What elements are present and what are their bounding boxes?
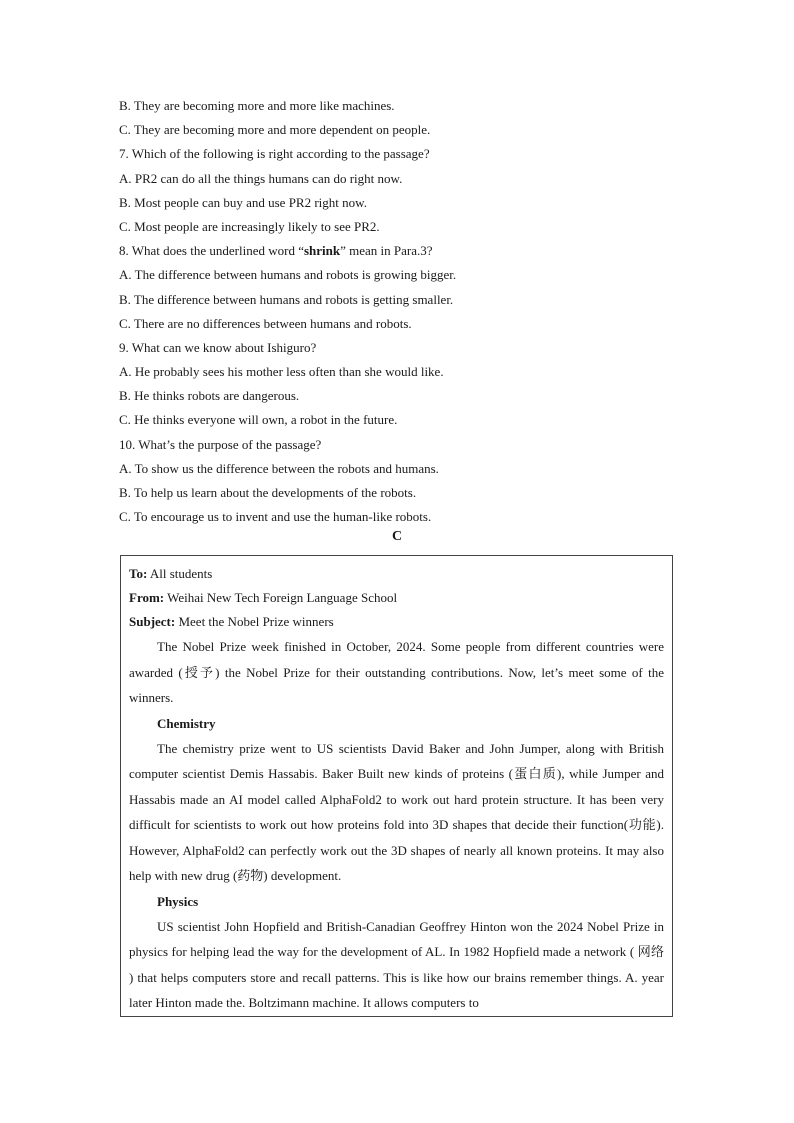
physics-heading: Physics bbox=[157, 893, 199, 909]
question-line: 7. Which of the following is right according to the passage? bbox=[119, 146, 430, 162]
question-line: 10. What’s the purpose of the passage? bbox=[119, 436, 322, 452]
chemistry-paragraph: The chemistry prize went to US scientists David Baker and John Jumper, along with British computer scientist Demis Hassabis. Baker Built new kinds of proteins (蛋白质), while Jumper and Hassabis made an AI model called AlphaFold2 to work out hard protein structure. It has been very difficult for scientists to work out how proteins fold into 3D shapes that decide their function(功能). However, AlphaFold2 can perfectly work out the 3D shapes of nearly all known proteins. It may also help with new drug (药物) development. bbox=[129, 740, 664, 883]
physics-paragraph: US scientist John Hopfield and British-Canadian Geoffrey Hinton won the 2024 Nobel Prize in physics for helping lead the way for the development of AL. In 1982 Hopfield made a network ( 网络 ) that helps computers store and recall patterns. This is like how our brains remember things. A. year later Hinton made the. Boltzimann machine. It allows computers to bbox=[129, 918, 664, 1010]
question-list bbox=[119, 94, 679, 529]
question-line: A. He probably sees his mother less often than she would like. bbox=[119, 364, 444, 380]
question-line: C. He thinks everyone will own, a robot in the future. bbox=[119, 412, 398, 428]
q8-prefix: 8. What does the underlined word “ bbox=[119, 243, 304, 259]
question-line: 9. What can we know about Ishiguro? bbox=[119, 339, 317, 355]
question-line: B. Most people can buy and use PR2 right now. bbox=[119, 194, 367, 210]
question-line: B. To help us learn about the developments of the robots. bbox=[119, 485, 417, 500]
email-from bbox=[129, 586, 664, 610]
q8-underlined-word: shrink bbox=[303, 243, 341, 259]
question-line: C. There are no differences between humans and robots. bbox=[119, 315, 412, 331]
q8-suffix: ” mean in Para.3? bbox=[340, 243, 433, 259]
question-8 bbox=[119, 239, 679, 263]
from-value: Weihai New Tech Foreign Language School bbox=[164, 590, 398, 605]
subject-label: Subject: bbox=[129, 614, 176, 629]
question-line: C. They are becoming more and more dependent on people. bbox=[119, 122, 431, 138]
question-line: B. They are becoming more and more like machines. bbox=[119, 98, 395, 113]
question-line: C. To encourage us to invent and use the human-like robots. bbox=[119, 509, 432, 525]
to-label: To: bbox=[129, 566, 148, 581]
from-label: From: bbox=[129, 590, 165, 605]
question-line: A. The difference between humans and robots is growing bigger. bbox=[119, 267, 457, 283]
question-line: A. PR2 can do all the things humans can do right now. bbox=[119, 170, 403, 186]
subject-value: Meet the Nobel Prize winners bbox=[175, 614, 334, 629]
email-box bbox=[120, 555, 673, 1017]
chemistry-heading: Chemistry bbox=[157, 715, 216, 731]
email-subject bbox=[129, 610, 664, 634]
email-to bbox=[129, 562, 664, 586]
question-line: A. To show us the difference between the robots and humans. bbox=[119, 460, 439, 476]
intro-paragraph: The Nobel Prize week finished in October, 2024. Some people from different countries were awarded (授予) the Nobel Prize for their outstanding contributions. Now, let’s meet some of the winners. bbox=[129, 639, 664, 705]
question-line: B. The difference between humans and robots is getting smaller. bbox=[119, 291, 454, 307]
to-value: All students bbox=[147, 566, 213, 581]
question-line: C. Most people are increasingly likely to see PR2. bbox=[119, 218, 380, 234]
section-heading: C bbox=[391, 529, 403, 544]
question-line: B. He thinks robots are dangerous. bbox=[119, 388, 300, 404]
